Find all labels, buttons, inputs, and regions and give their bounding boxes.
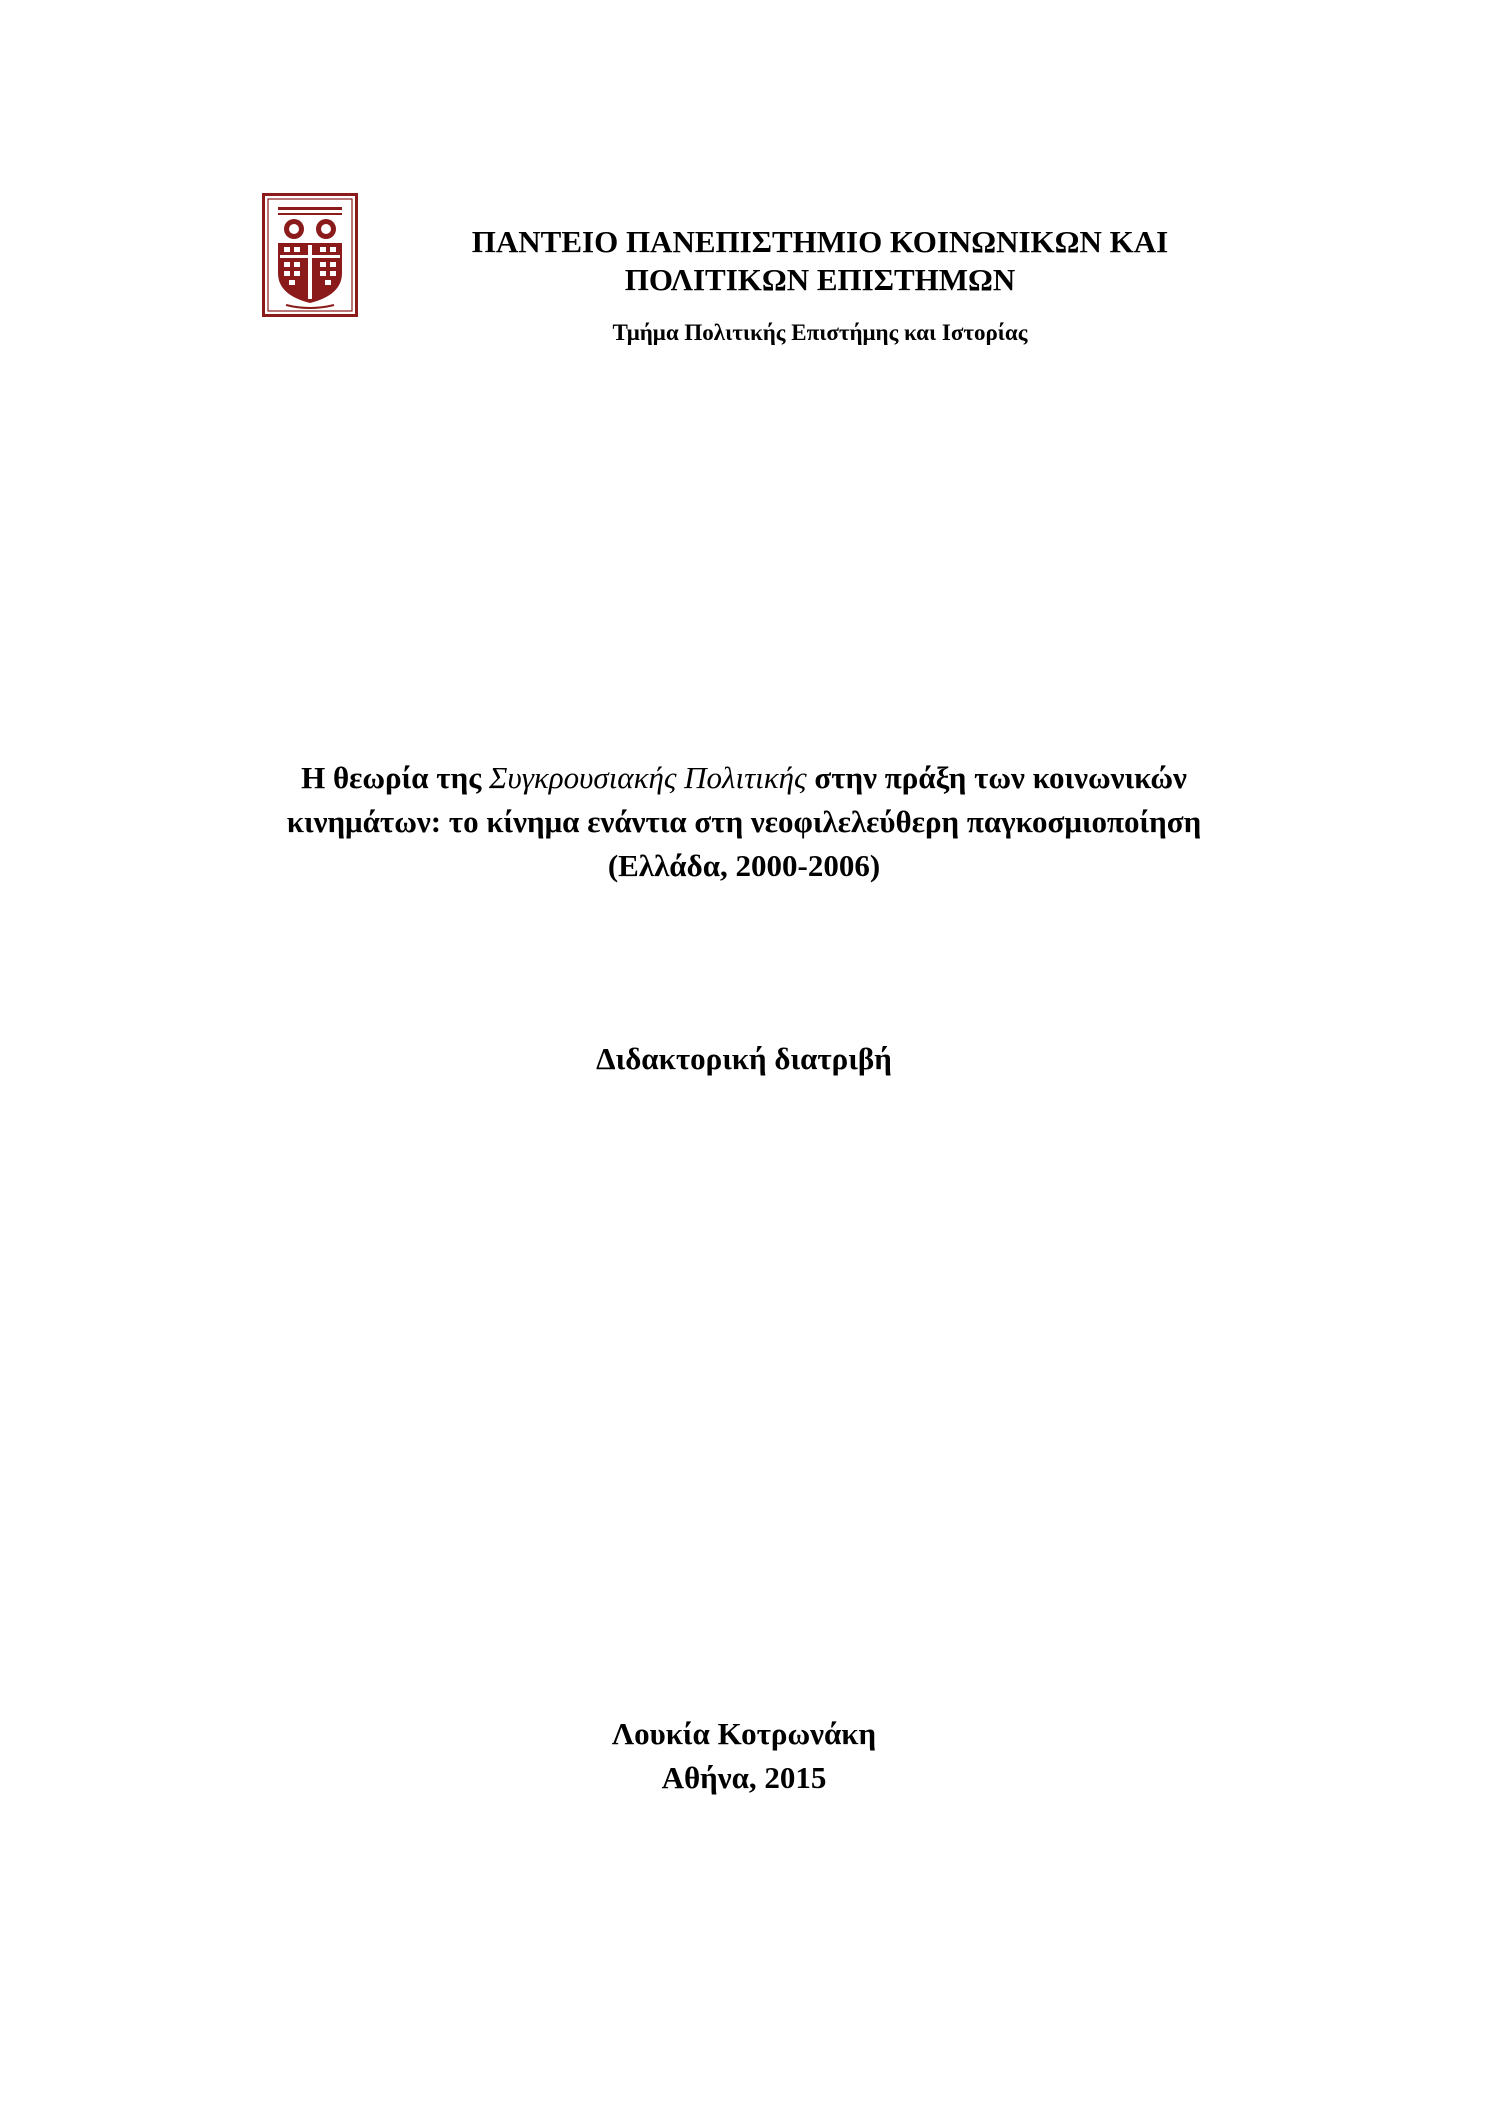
thesis-title-line-3: (Ελλάδα, 2000-2006) (607, 848, 881, 883)
thesis-title-line-1 (144, 756, 1344, 800)
thesis-type: Διδακτορική διατριβή (596, 1041, 892, 1076)
author-block (144, 1712, 1344, 1800)
university-crest-icon (262, 193, 358, 317)
thesis-title-line-1-suffix: στην πράξη των κοινωνικών (806, 760, 1187, 795)
institution-header (380, 223, 1260, 348)
thesis-title-line-2: κινημάτων: το κίνημα ενάντια στη νεοφιλελεύθερη παγκοσμιοποίηση (286, 804, 1202, 839)
author-name: Λουκία Κοτρωνάκη (611, 1716, 877, 1751)
university-name-line-1: ΠΑΝΤΕΙΟ ΠΑΝΕΠΙΣΤΗΜΙΟ ΚΟΙΝΩΝΙΚΩΝ ΚΑΙ (471, 224, 1169, 259)
place-and-year: Αθήνα, 2015 (661, 1760, 827, 1795)
thesis-title-italic-term: Συγκρουσιακής Πολιτικής (489, 760, 807, 795)
thesis-title-line-1-prefix: Η θεωρία της (301, 760, 490, 795)
thesis-title (144, 756, 1344, 888)
university-name-line-2: ΠΟΛΙΤΙΚΩΝ ΕΠΙΣΤΗΜΩΝ (624, 262, 1016, 297)
department-name: Τμήμα Πολιτικής Επιστήμης και Ιστορίας (612, 320, 1028, 345)
